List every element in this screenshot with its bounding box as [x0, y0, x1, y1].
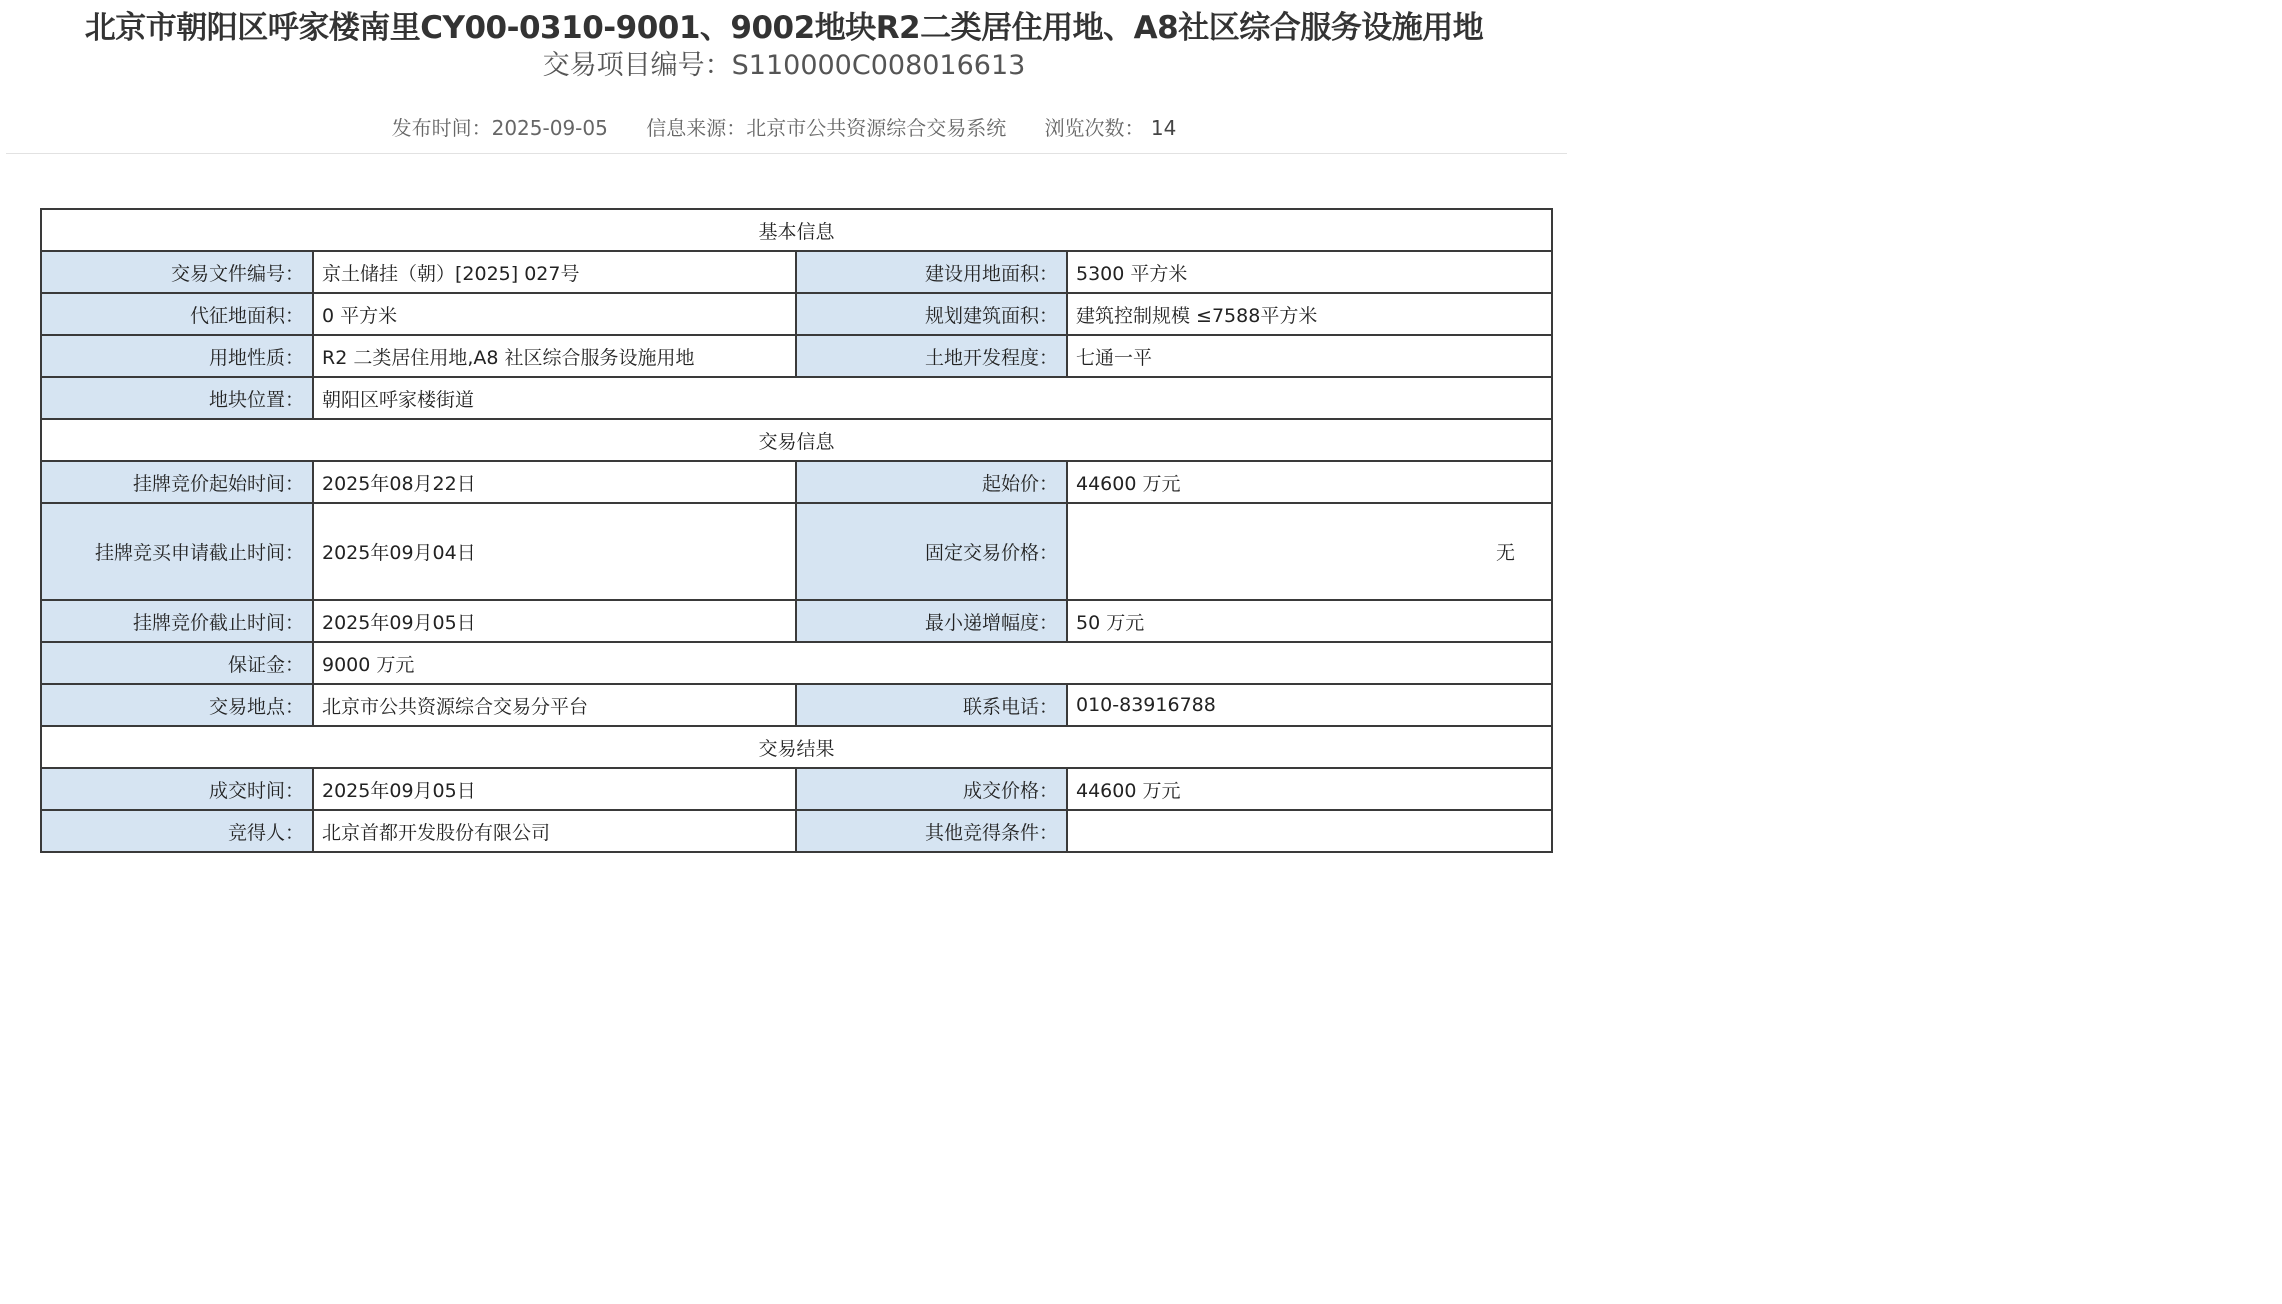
land-area-label: 建设用地面积：: [796, 251, 1067, 293]
info-source: 信息来源：北京市公共资源综合交易系统: [646, 116, 1007, 140]
dev-level-label: 土地开发程度：: [796, 335, 1067, 377]
venue-value: 北京市公共资源综合交易分平台: [313, 684, 796, 726]
location-label: 地块位置：: [41, 377, 313, 419]
location-value: 朝阳区呼家楼街道: [313, 377, 1552, 419]
land-area-value: 5300 平方米: [1067, 251, 1552, 293]
page-header: [0, 0, 1568, 84]
deal-time-label: 成交时间：: [41, 768, 313, 810]
min-increment-label: 最小递增幅度：: [796, 600, 1067, 642]
proxy-area-label: 代征地面积：: [41, 293, 313, 335]
table-row: [41, 810, 1552, 852]
start-time-value: 2025年08月22日: [313, 461, 796, 503]
proxy-area-value: 0 平方米: [313, 293, 796, 335]
section-heading-basic: 基本信息: [41, 209, 1552, 251]
fixed-price-value: 无: [1067, 503, 1552, 600]
deal-price-value: 44600 万元: [1067, 768, 1552, 810]
view-count: [1045, 116, 1177, 140]
apply-deadline-value: 2025年09月04日: [313, 503, 796, 600]
project-number-label: 交易项目编号：: [542, 50, 732, 81]
fixed-price-label: 固定交易价格：: [796, 503, 1067, 600]
phone-value: 010-83916788: [1067, 684, 1552, 726]
deposit-value: 9000 万元: [313, 642, 1552, 684]
winner-label: 竞得人：: [41, 810, 313, 852]
page-title: 北京市朝阳区呼家楼南里CY00-0310-9001、9002地块R2二类居住用地、A8社区综合服务设施用地: [84, 10, 1484, 46]
other-conditions-value: [1067, 810, 1552, 852]
land-use-label: 用地性质：: [41, 335, 313, 377]
venue-label: 交易地点：: [41, 684, 313, 726]
doc-no-value: 京土储挂（朝）[2025] 027号: [313, 251, 796, 293]
doc-no-label: 交易文件编号：: [41, 251, 313, 293]
table-row: [41, 461, 1552, 503]
section-row-basic: [41, 209, 1552, 251]
deal-price-label: 成交价格：: [796, 768, 1067, 810]
table-row: [41, 293, 1552, 335]
bid-deadline-label: 挂牌竞价截止时间：: [41, 600, 313, 642]
deposit-label: 保证金：: [41, 642, 313, 684]
bid-deadline-value: 2025年09月05日: [313, 600, 796, 642]
apply-deadline-label: 挂牌竞买申请截止时间：: [41, 503, 313, 600]
view-count-label: 浏览次数：: [1044, 116, 1145, 140]
table-row: [41, 684, 1552, 726]
section-row-result: [41, 726, 1552, 768]
other-conditions-label: 其他竞得条件：: [796, 810, 1067, 852]
start-time-label: 挂牌竞价起始时间：: [41, 461, 313, 503]
table-row: [41, 335, 1552, 377]
section-heading-result: 交易结果: [41, 726, 1552, 768]
deal-time-value: 2025年09月05日: [313, 768, 796, 810]
start-price-value: 44600 万元: [1067, 461, 1552, 503]
header-divider: [6, 153, 1567, 154]
publish-time: 发布时间：2025-09-05: [391, 116, 608, 140]
section-heading-trade: 交易信息: [41, 419, 1552, 461]
view-count-value: 14: [1150, 116, 1177, 140]
dev-level-value: 七通一平: [1067, 335, 1552, 377]
planned-area-value: 建筑控制规模 ≤7588平方米: [1067, 293, 1552, 335]
min-increment-value: 50 万元: [1067, 600, 1552, 642]
table-row: [41, 768, 1552, 810]
phone-label: 联系电话：: [796, 684, 1067, 726]
winner-value: 北京首都开发股份有限公司: [313, 810, 796, 852]
project-number: [0, 48, 1568, 84]
section-row-trade: [41, 419, 1552, 461]
table-row: [41, 642, 1552, 684]
meta-bar: [0, 112, 1568, 141]
table-row: [41, 377, 1552, 419]
table-row: [41, 251, 1552, 293]
land-info-table: [40, 208, 1553, 853]
start-price-label: 起始价：: [796, 461, 1067, 503]
table-row: [41, 503, 1552, 600]
project-number-value: S110000C008016613: [731, 50, 1026, 81]
land-use-value: R2 二类居住用地,A8 社区综合服务设施用地: [313, 335, 796, 377]
table-row: [41, 600, 1552, 642]
planned-area-label: 规划建筑面积：: [796, 293, 1067, 335]
